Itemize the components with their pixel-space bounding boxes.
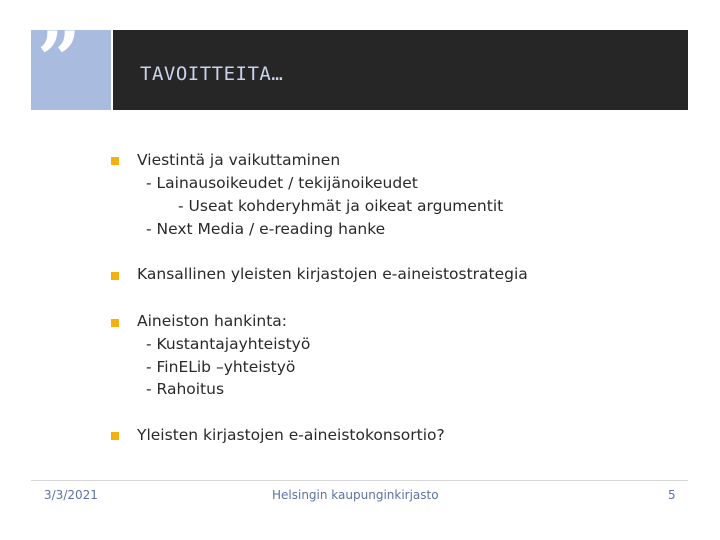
- bullet-marker-icon: [111, 432, 119, 440]
- quote-mark-box: [31, 15, 111, 110]
- title-bar: [113, 30, 688, 110]
- sub-item: - Next Media / e-reading hanke: [146, 220, 386, 238]
- bullet-item: Viestintä ja vaikuttaminen: [137, 151, 341, 169]
- bullet-item: Yleisten kirjastojen e-aineistokonsortio?: [137, 426, 445, 444]
- footer-organization: Helsingin kaupunginkirjasto: [272, 488, 439, 502]
- sub-item: - FinELib –yhteistyö: [146, 358, 296, 376]
- bullet-item: Aineiston hankinta:: [137, 312, 288, 330]
- footer-divider: [31, 480, 688, 481]
- bullet-item: Kansallinen yleisten kirjastojen e-aineistostrategia: [137, 265, 528, 283]
- sub-item: - Kustantajayhteistyö: [146, 335, 311, 353]
- page-number: 5: [668, 488, 676, 502]
- slide-title: TAVOITTEITA…: [140, 63, 284, 85]
- sub-item: - Lainausoikeudet / tekijänoikeudet: [146, 174, 418, 192]
- sub-sub-item: - Useat kohderyhmät ja oikeat argumentit: [178, 197, 504, 215]
- footer-date: 3/3/2021: [44, 488, 98, 502]
- bullet-marker-icon: [111, 272, 119, 280]
- sub-item: - Rahoitus: [146, 380, 225, 398]
- bullet-marker-icon: [111, 157, 119, 165]
- quote-icon: ”: [37, 15, 81, 104]
- bullet-marker-icon: [111, 319, 119, 327]
